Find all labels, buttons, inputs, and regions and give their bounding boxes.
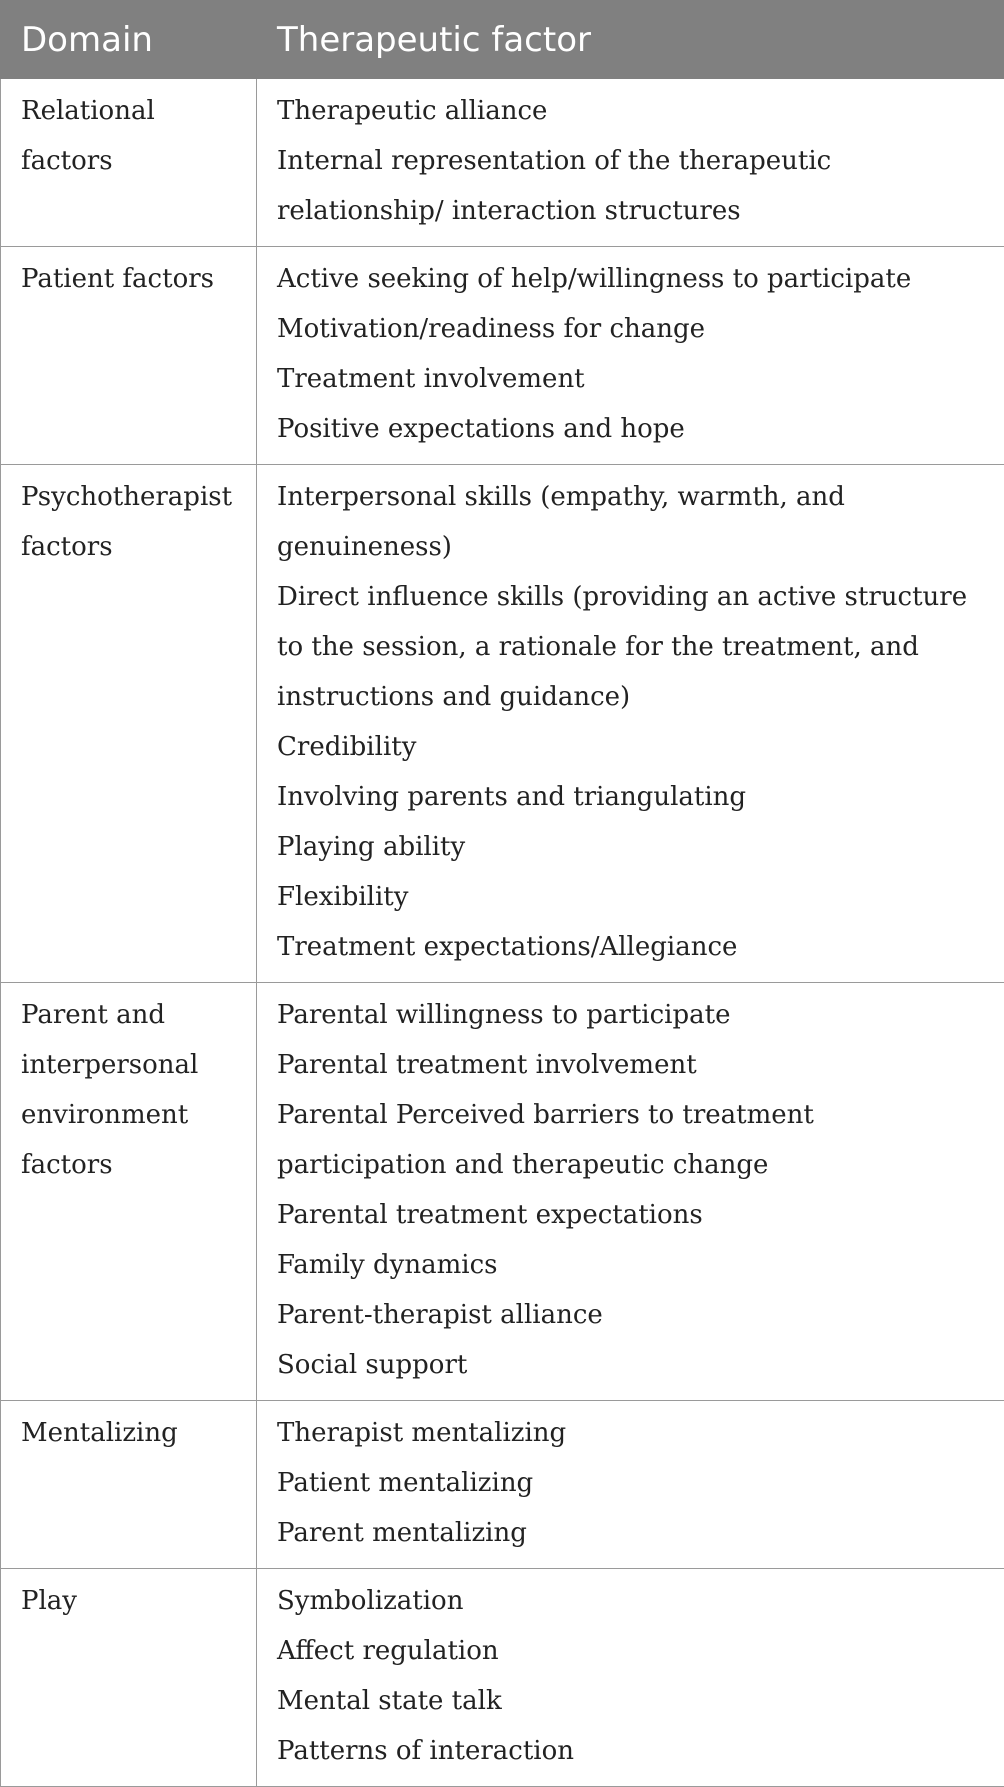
domain-cell: Psychotherapist factors (1, 465, 257, 983)
factors-cell (257, 465, 1004, 983)
domain-cell: Play (1, 1569, 257, 1787)
factor-item: Parent mentalizing (277, 1508, 990, 1558)
factor-item: Positive expectations and hope (277, 404, 990, 454)
table-row-play (1, 1569, 1004, 1787)
column-header-therapeutic-factor: Therapeutic factor (257, 1, 1004, 79)
table-body (1, 79, 1004, 1787)
table-row-patient (1, 247, 1004, 465)
factor-item: Active seeking of help/willingness to participate (277, 254, 990, 304)
factor-item: Involving parents and triangulating (277, 772, 990, 822)
factor-item: Parental treatment expectations (277, 1190, 990, 1240)
factor-item: Parental Perceived barriers to treatment participation and therapeutic change (277, 1090, 990, 1190)
factor-item: Therapeutic alliance (277, 86, 990, 136)
factor-item: Internal representation of the therapeutic relationship/ interaction structures (277, 136, 990, 236)
factor-item: Parental willingness to participate (277, 990, 990, 1040)
factor-item: Mental state talk (277, 1676, 990, 1726)
table-row-mentalizing (1, 1401, 1004, 1569)
factor-item: Parent-therapist alliance (277, 1290, 990, 1340)
factors-cell (257, 247, 1004, 465)
factor-item: Treatment involvement (277, 354, 990, 404)
factor-item: Credibility (277, 722, 990, 772)
factor-item: Patterns of interaction (277, 1726, 990, 1776)
factors-cell (257, 79, 1004, 247)
domain-cell: Mentalizing (1, 1401, 257, 1569)
table-row-relational (1, 79, 1004, 247)
factor-item: Symbolization (277, 1576, 990, 1626)
table-row-parent-environment (1, 983, 1004, 1401)
factor-item: Direct influence skills (providing an active structure to the session, a rationale for the treatment, and instructions and guidance) (277, 572, 990, 722)
factor-item: Social support (277, 1340, 990, 1390)
table-row-psychotherapist (1, 465, 1004, 983)
factor-item: Parental treatment involvement (277, 1040, 990, 1090)
table-header (1, 1, 1004, 79)
header-row (1, 1, 1004, 79)
factor-item: Flexibility (277, 872, 990, 922)
domain-cell: Parent and interpersonal environment factors (1, 983, 257, 1401)
domain-cell: Patient factors (1, 247, 257, 465)
domain-cell: Relational factors (1, 79, 257, 247)
factor-item: Family dynamics (277, 1240, 990, 1290)
factor-item: Treatment expectations/Allegiance (277, 922, 990, 972)
factor-item: Patient mentalizing (277, 1458, 990, 1508)
factor-item: Affect regulation (277, 1626, 990, 1676)
factors-cell (257, 1401, 1004, 1569)
factor-item: Playing ability (277, 822, 990, 872)
factors-cell (257, 983, 1004, 1401)
factors-cell (257, 1569, 1004, 1787)
factor-item: Interpersonal skills (empathy, warmth, and genuineness) (277, 472, 990, 572)
factor-item: Motivation/readiness for change (277, 304, 990, 354)
column-header-domain: Domain (1, 1, 257, 79)
factor-item: Therapist mentalizing (277, 1408, 990, 1458)
